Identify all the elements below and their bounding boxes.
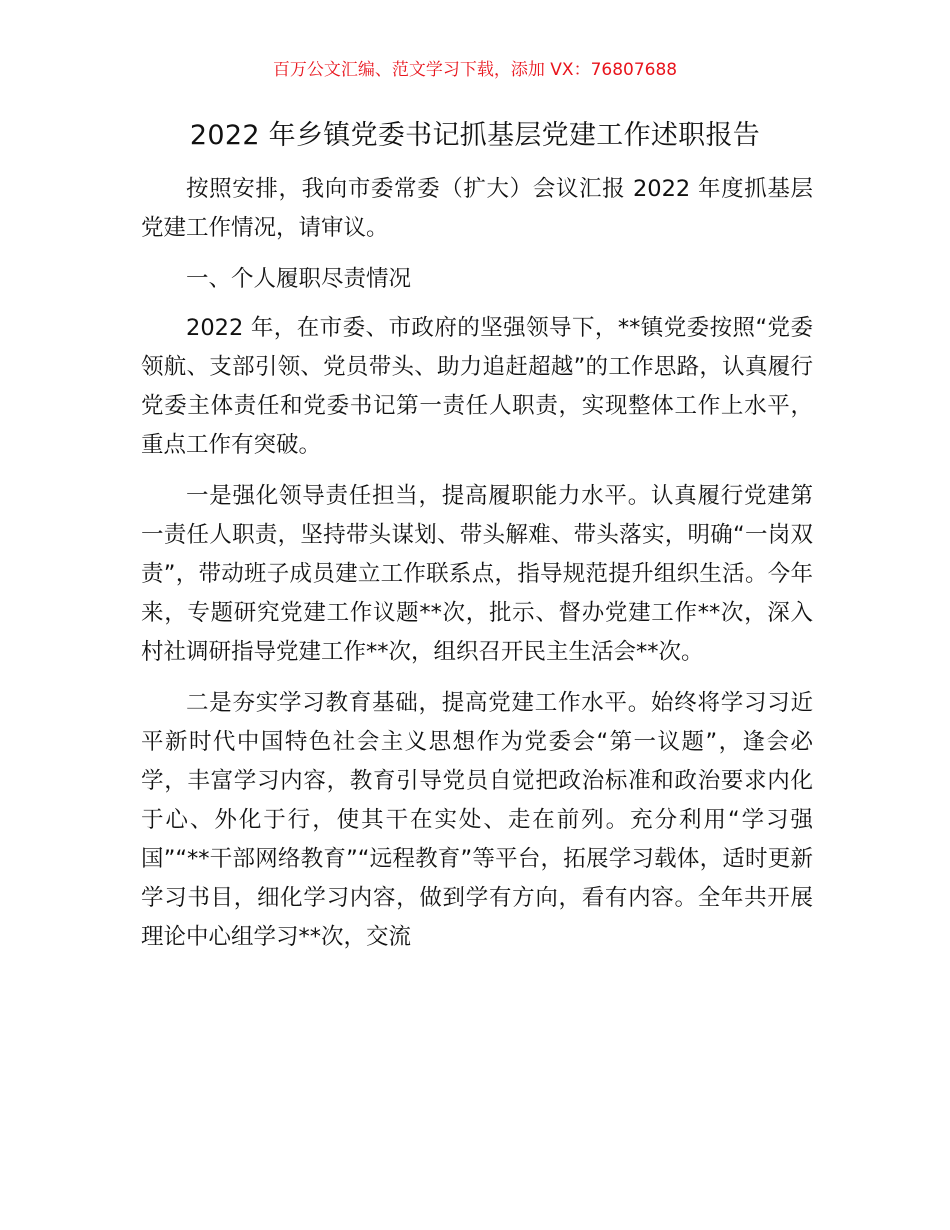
document-body [141, 170, 813, 962]
body-paragraph: 二是夯实学习教育基础，提高党建工作水平。始终将学习习近平新时代中国特色社会主义思想作为党委会“第一议题”，逢会必学，丰富学习内容，教育引导党员自觉把政治标准和政治要求内化于心、外化于行，使其干在实处、走在前列。充分利用“学习强国”“**干部网络教育”“远程教育”等平台，拓展学习载体，适时更新学习书目，细化学习内容，做到学有方向，看有内容。全年共开展理论中心组学习**次，交流 [141, 690, 813, 950]
body-paragraph: 一是强化领导责任担当，提高履职能力水平。认真履行党建第一责任人职责，坚持带头谋划、带头解难、带头落实，明确“一岗双责”，带动班子成员建立工作联系点，指导规范提升组织生活。今年来，专题研究党建工作议题**次，批示、督办党建工作**次，深入村社调研指导党建工作**次，组织召开民主生活会**次。 [141, 483, 813, 665]
intro-paragraph: 按照安排，我向市委常委（扩大）会议汇报 2022 年度抓基层党建工作情况，请审议。 [141, 176, 813, 241]
section-heading: 一、个人履职尽责情况 [186, 266, 412, 292]
document-title: 2022 年乡镇党委书记抓基层党建工作述职报告 [189, 120, 761, 151]
watermark-header: 百万公文汇编、范文学习下载，添加 VX：76807688 [272, 60, 678, 80]
body-paragraph: 2022 年，在市委、市政府的坚强领导下，**镇党委按照“党委领航、支部引领、党员带头、助力追赶超越”的工作思路，认真履行党委主体责任和党委书记第一责任人职责，实现整体工作上水平，重点工作有突破。 [141, 315, 813, 458]
